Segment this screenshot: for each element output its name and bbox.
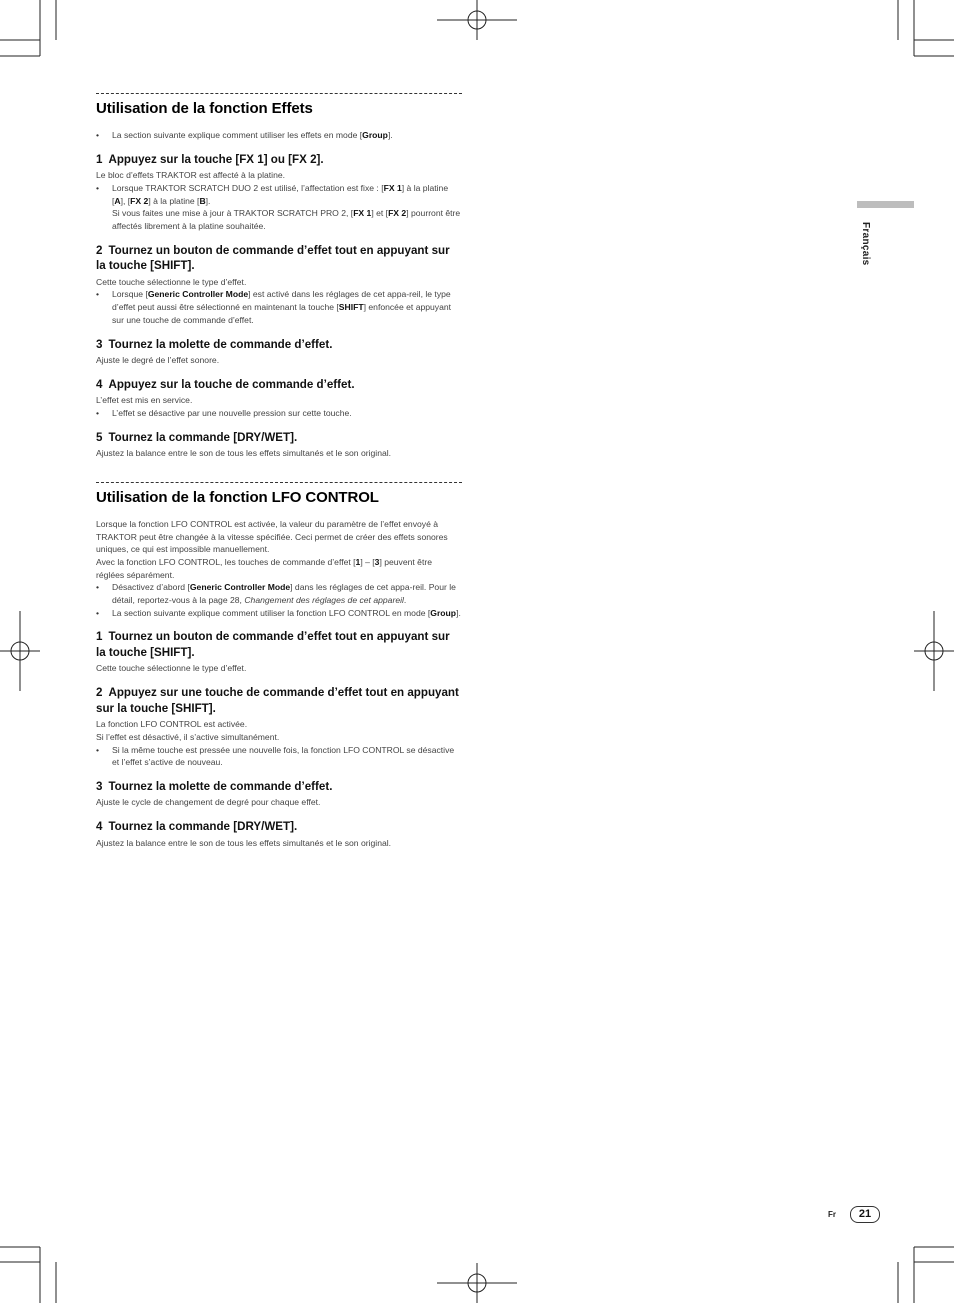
step-heading: 2 Appuyez sur une touche de commande d’effet tout en appuyant sur la touche [SHIFT].: [96, 686, 459, 715]
body-text: Ajustez la balance entre le son de tous les effets simultanés et le son original.: [96, 448, 392, 459]
body-text: La fonction LFO CONTROL est activée.: [96, 719, 248, 730]
body-text: Si l’effet est désactivé, il s’active simultanément.: [96, 731, 280, 742]
page-lang-code: Fr: [828, 1210, 836, 1219]
body-text: Cette touche sélectionne le type d’effet.: [96, 276, 247, 287]
page-number: 21: [850, 1206, 880, 1223]
bullet-item: • Si la même touche est pressée une nouvelle fois, la fonction LFO CONTROL se désactive et l’effet s’active de nouveau.: [96, 744, 462, 769]
body-text: Lorsque la fonction LFO CONTROL est activée, la valeur du paramètre de l’effet envoyé à TRAKTOR peut être changée à la vitesse spécifiée. Ceci permet de créer des effets sonores uniques, ce qui est impossible manuellement.: [96, 518, 448, 555]
body-text: Le bloc d’effets TRAKTOR est affecté à la platine.: [96, 170, 286, 181]
body-text: Avec la fonction LFO CONTROL, les touches de commande d’effet [1] – [3] peuvent être réglées séparément.: [96, 556, 432, 580]
bullet-list: [96, 744, 462, 769]
bullet-item: • Désactivez d’abord [Generic Controller Mode] dans les réglages de cet appa-reil. Pour le détail, reportez-vous à la page 28, Changement des réglages de cet appareil.: [96, 581, 462, 606]
step-heading: 1 Tournez un bouton de commande d’effet tout en appuyant sur la touche [SHIFT].: [96, 630, 450, 659]
step-heading: 1 Appuyez sur la touche [FX 1] ou [FX 2].: [96, 152, 324, 166]
body-text: Cette touche sélectionne le type d’effet.: [96, 663, 247, 674]
page-reference: Changement des réglages de cet appareil: [244, 595, 404, 606]
step-heading: 4 Tournez la commande [DRY/WET].: [96, 820, 298, 834]
body-text: Ajuste le cycle de changement de degré pour chaque effet.: [96, 797, 321, 808]
section-title: Utilisation de la fonction Effets: [96, 100, 313, 117]
language-tab-label: Français: [860, 222, 871, 266]
bullet-list: [96, 581, 462, 619]
step-heading: 5 Tournez la commande [DRY/WET].: [96, 430, 298, 444]
section-title: Utilisation de la fonction LFO CONTROL: [96, 488, 379, 506]
bullet-item: • Lorsque [Generic Controller Mode] est activé dans les réglages de cet appa-reil, le type d’effet peut aussi être sélectionné en maintenant la touche [SHIFT] enfoncée et appuyant sur une touche de commande d’effet.: [96, 288, 462, 326]
language-tab-bar: [857, 201, 914, 208]
section-divider: [96, 93, 462, 94]
step-heading: 3 Tournez la molette de commande d’effet.: [96, 337, 333, 351]
step-heading: 3 Tournez la molette de commande d’effet.: [96, 779, 333, 793]
bullet-list: [96, 129, 462, 142]
main-column: [96, 93, 462, 849]
bullet-item: • La section suivante explique comment utiliser les effets en mode [Group].: [96, 129, 462, 142]
bullet-item: • Lorsque TRAKTOR SCRATCH DUO 2 est utilisé, l’affectation est fixe : [FX 1] à la platine [A], [FX 2] à la platine [B]. Si vous faites une mise à jour à TRAKTOR SCRATCH PRO 2, [FX 1] et [FX 2] pourront être affectés librement à la platine souhaitée.: [96, 182, 462, 233]
body-text: Ajustez la balance entre le son de tous les effets simultanés et le son original.: [96, 837, 392, 848]
bullet-item: • La section suivante explique comment utiliser la fonction LFO CONTROL en mode [Group].: [96, 607, 462, 620]
step-heading: 2 Tournez un bouton de commande d’effet tout en appuyant sur la touche [SHIFT].: [96, 243, 450, 273]
bullet-list: [96, 288, 462, 326]
bullet-item: • L’effet se désactive par une nouvelle pression sur cette touche.: [96, 407, 462, 420]
body-text: L’effet est mis en service.: [96, 395, 193, 406]
step-heading: 4 Appuyez sur la touche de commande d’effet.: [96, 377, 355, 391]
body-text: Ajuste le degré de l’effet sonore.: [96, 355, 220, 366]
bullet-list: [96, 407, 462, 420]
section-divider: [96, 482, 462, 483]
bullet-list: [96, 182, 462, 233]
